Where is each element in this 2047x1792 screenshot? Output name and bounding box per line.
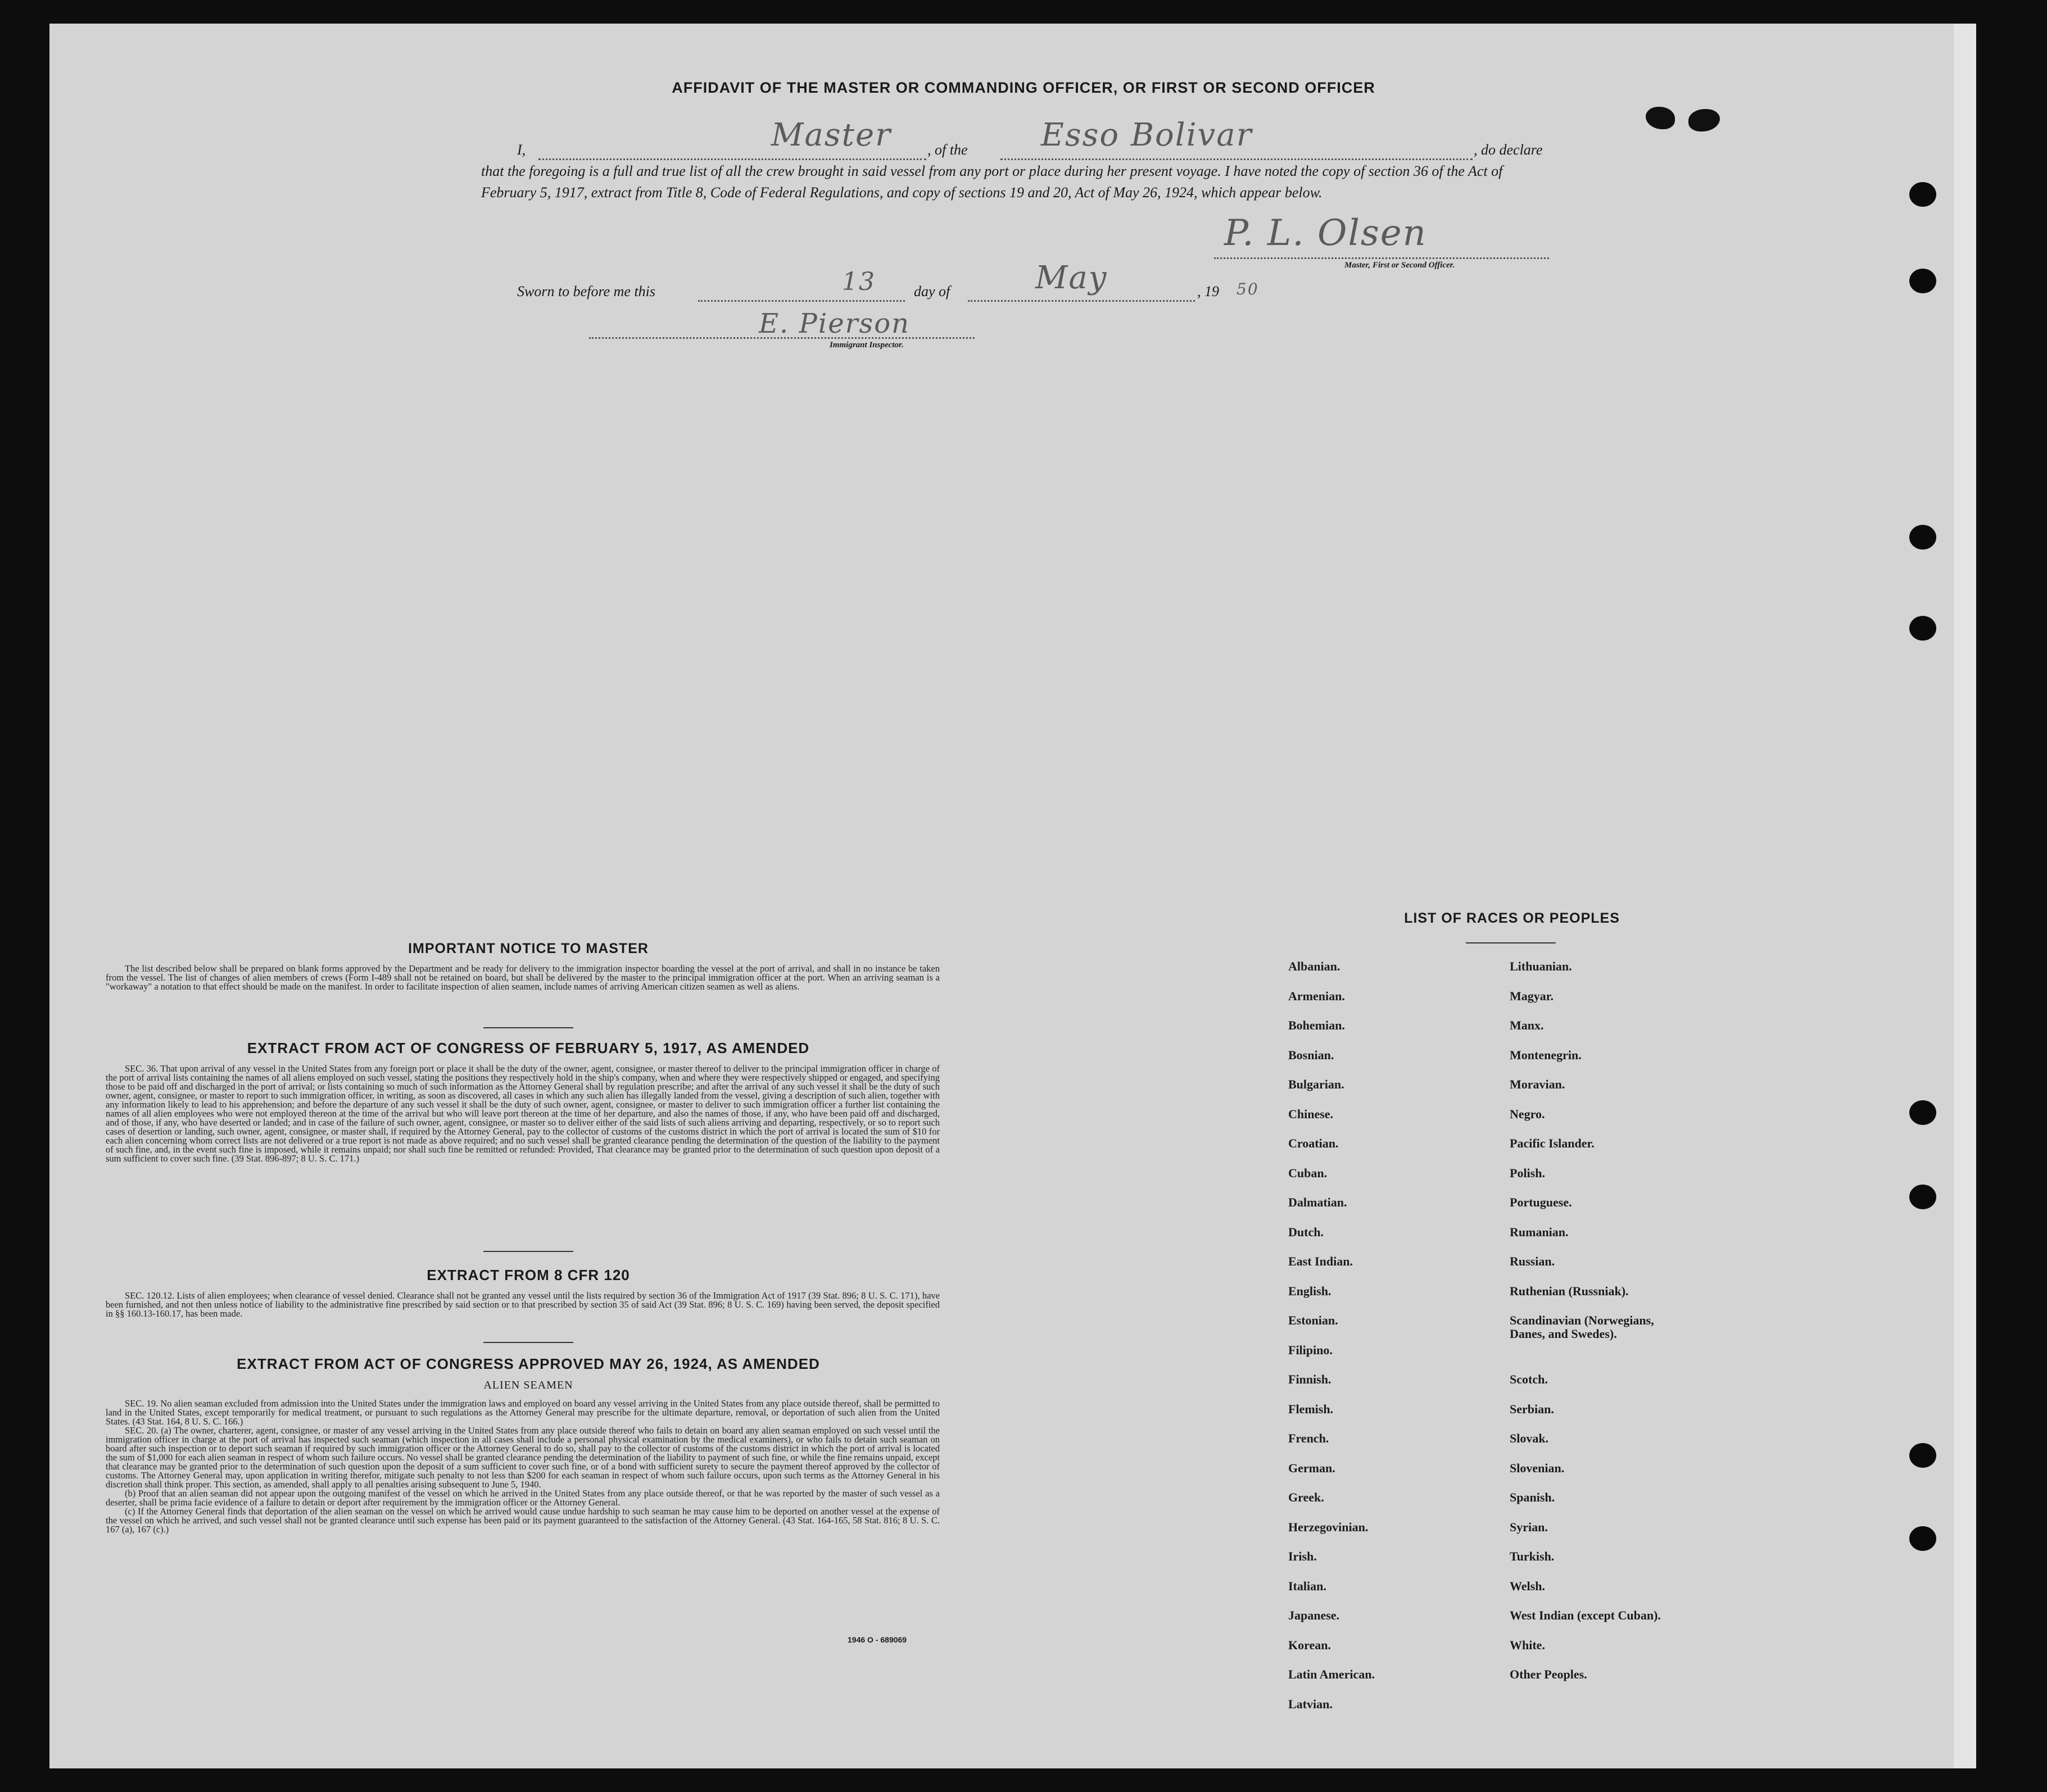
month-handwritten: May (1035, 260, 1108, 296)
race-item: Finnish. (1288, 1372, 1332, 1386)
inspector-caption: Immigrant Inspector. (830, 341, 904, 350)
vessel-line (1000, 157, 1473, 160)
inspector-handwritten: E. Pierson (759, 308, 910, 339)
race-item: Greek. (1288, 1490, 1324, 1504)
race-item: Moravian. (1510, 1077, 1565, 1091)
race-item: Lithuanian. (1510, 959, 1572, 973)
of-the-label: , of the (927, 142, 968, 158)
race-item: Turkish. (1510, 1549, 1555, 1563)
race-item: Italian. (1288, 1578, 1326, 1593)
race-item: Japanese. (1288, 1608, 1340, 1622)
race-item: Montenegrin. (1510, 1047, 1582, 1062)
punch-hole (1909, 1100, 1936, 1125)
divider (483, 1027, 573, 1028)
races-heading: LIST OF RACES OR PEOPLES (1404, 910, 1620, 926)
year-handwritten: 50 (1237, 280, 1259, 298)
declarant-label: I, (517, 142, 526, 158)
race-item: Cuban. (1288, 1165, 1328, 1180)
extract-1917-text (106, 1064, 940, 1163)
race-item: Armenian. (1288, 988, 1345, 1003)
signature-caption: Master, First or Second Officer. (1344, 261, 1455, 270)
signature-line (1214, 256, 1549, 259)
notice-text (106, 964, 940, 991)
race-item: Latin American. (1288, 1667, 1375, 1681)
punch-hole (1909, 1443, 1936, 1468)
race-item: English. (1288, 1283, 1332, 1298)
race-item: French. (1288, 1431, 1329, 1445)
notice-paragraph: The list described below shall be prepared on blank forms approved by the Department and be ready for delivery to the immigration inspector boarding the vessel at the port of arrival, and shall in no instance be taken from the vessel. The list of changes of alien members of crews (Form I-489 shall not be retained on board, but shall be delivered by the master to the principal immigration officer at the port. When an arriving seaman is a "workaway" a notation to that effect should be made on the manifest. In order to facilitate inspection of alien seamen, include names of arriving American citizen seamen as well as aliens. (106, 963, 940, 992)
extract-1917-heading: EXTRACT FROM ACT OF CONGRESS OF FEBRUARY 5, 1917, AS AMENDED (247, 1040, 810, 1056)
affidavit-title: AFFIDAVIT OF THE MASTER OR COMMANDING OFFICER, OR FIRST OR SECOND OFFICER (672, 79, 1375, 96)
punch-hole (1909, 269, 1936, 293)
race-item: East Indian. (1288, 1254, 1353, 1268)
day-handwritten: 13 (842, 267, 876, 296)
section-36: SEC. 36. That upon arrival of any vessel in the United States from any foreign port or place it shall be the duty of the owner, agent, consignee, or master thereof to deliver to the principal immigration officer in charge of the port of arrival lists containing the names of all aliens employed on such vessel, stating the positions they respectively hold in the ship's company, when and where they were respectively shipped or engaged, and specifying those to be paid off and discharged in the port of arrival; or lists containing so much of such information as the Attorney General shall by regulation prescribe; and after the arrival of any such vessel it shall be the duty of such owner, agent, consignee, or master to report to such immigration officer, in writing, as soon as discovered, all cases in which any such alien has illegally landed from the vessel, giving a description of such alien, together with any information likely to lead to his apprehension; and before the departure of any such vessel it shall be the duty of such owner, agent, consignee, or master to deliver to such immigration officer a further list containing the names of all alien employees who were not employed thereon at the time of the arrival but who will leave port thereon at the time of her departure, and also the names of those, if any, who have been paid off and discharged, and of those, if any, who have deserted or landed; and in case of the failure of such owner, agent, consignee, or master so to deliver either of the said lists of such aliens arriving and departing, respectively, or so to report such cases of desertion or landing, such owner, agent, consignee, or master shall, if required by the Attorney General, pay to the collector of customs of the customs district in which the port of arrival is located the sum of $10 for each alien concerning whom correct lists are not delivered or a true report is not made as above required; and no such vessel shall be granted clearance pending the determination of the question of the liability to the payment of such fine, and, in the event such fine is imposed, while it remains unpaid; nor shall such fine be remitted or refunded: Provided, That clearance may be granted prior to the determination of such question upon deposit of a sum sufficient to cover such fine. (39 Stat. 896-897; 8 U. S. C. 171.) (106, 1063, 940, 1164)
race-item: Ruthenian (Russniak). (1510, 1283, 1629, 1298)
race-item: Spanish. (1510, 1490, 1555, 1504)
race-item: Magyar. (1510, 988, 1554, 1003)
vessel-handwritten: Esso Bolivar (1041, 117, 1253, 153)
notice-heading: IMPORTANT NOTICE TO MASTER (408, 941, 649, 956)
section-20c: (c) If the Attorney General finds that deportation of the alien seaman on the vessel on which he arrived would cause undue hardship to such seaman he may cause him to be deported on another vessel at the expense of the vessel on which he arrived, and such vessel shall not be granted clearance until such expense has been paid or its payment guaranteed to the satisfaction of the Attorney General. (43 Stat. 164-165, 58 Stat. 816; 8 U. S. C. 167 (a), 167 (c).) (106, 1506, 940, 1535)
alien-seamen-subheading: ALIEN SEAMEN (483, 1379, 573, 1391)
punch-hole (1909, 616, 1936, 641)
month-line (968, 299, 1195, 302)
divider (483, 1251, 573, 1252)
punch-hole (1909, 182, 1936, 207)
race-item: Dutch. (1288, 1224, 1324, 1239)
race-item: Estonian. (1288, 1313, 1338, 1327)
signature-handwritten: P. L. Olsen (1224, 212, 1427, 254)
race-item: Other Peoples. (1510, 1667, 1587, 1681)
race-item: Dalmatian. (1288, 1195, 1347, 1209)
race-item: Russian. (1510, 1254, 1555, 1268)
sworn-label: Sworn to before me this (517, 283, 656, 300)
race-item: Bosnian. (1288, 1047, 1334, 1062)
do-declare-label: , do declare (1474, 142, 1543, 158)
extract-1924-text (106, 1399, 940, 1534)
race-item: Polish. (1510, 1165, 1545, 1180)
affidavit-body: that the foregoing is a full and true list of all the crew brought in said vessel from any port or place during her present voyage. I have noted the copy of section 36 of the Act of February 5, 1917, extract from Title 8, Code of Federal Regulations, and copy of sections 19 and 20, Act of May 26, 1924, which appear below. (481, 163, 1503, 201)
extract-8cfr-text (106, 1291, 940, 1318)
race-item: Slovak. (1510, 1431, 1549, 1445)
race-item: Pacific Islander. (1510, 1136, 1595, 1150)
race-item: German. (1288, 1460, 1335, 1475)
day-line (698, 299, 905, 302)
race-item: Korean. (1288, 1637, 1331, 1652)
section-19: SEC. 19. No alien seaman excluded from admission into the United States under the immigration laws and employed on board any vessel arriving in the United States from any place outside thereof, shall be permitted to land in the United States, except temporarily for medical treatment, or pursuant to such regulations as the Attorney General may prescribe for the ultimate departure, removal, or deportation of such alien from the United States. (43 Stat. 164, 8 U. S. C. 166.) (106, 1398, 940, 1427)
race-item: Portuguese. (1510, 1195, 1572, 1209)
race-item: Croatian. (1288, 1136, 1339, 1150)
race-item: Scandinavian (Norwegians, Danes, and Swedes). (1510, 1313, 1654, 1341)
section-120-12: SEC. 120.12. Lists of alien employees; when clearance of vessel denied. Clearance shall not be granted any vessel until the lists required by section 36 of the Immigration Act of 1917 (39 Stat. 896; 8 U. S. C. 171), have been furnished, and not then unless notice of liability to the administrative fine prescribed by said section or to that prescribed by section 35 of said Act (39 Stat. 896; 8 U. S. C. 169) having been served, the deposit specified in §§ 160.13-160.17, has been made. (106, 1290, 940, 1319)
punch-hole (1909, 1526, 1936, 1551)
race-item: Welsh. (1510, 1578, 1545, 1593)
race-item: Manx. (1510, 1018, 1544, 1032)
officer-handwritten: Master (771, 117, 891, 153)
race-item: Negro. (1510, 1106, 1545, 1121)
punch-hole (1909, 1185, 1936, 1209)
race-item: West Indian (except Cuban). (1510, 1608, 1661, 1622)
race-item: Rumanian. (1510, 1224, 1569, 1239)
officer-line (538, 157, 926, 160)
section-20a: SEC. 20. (a) The owner, charterer, agent, consignee, or master of any vessel arriving in the United States from any place outside thereof who fails to detain on board any alien seaman employed on such vessel until the immigration officer in charge at the port of arrival has inspected such seaman (which inspection in all cases shall include a personal physical examination by the medical examiners), or who fails to detain such seaman on board after such inspection or to deport such seaman if required by such immigration officer or the Attorney General to do so, shall pay to the collector of customs of the customs district in which the port of arrival is located the sum of $1,000 for each alien seaman in respect of whom such failure occurs. No vessel shall be granted clearance pending the determination of the liability to payment of such fine, or while the fine remains unpaid, except that clearance may be granted prior to the determination of such question upon the deposit of a sum sufficient to cover such fine, or of a bond with sufficient surety to secure the payment thereof approved by the collector of customs. The Attorney General may, upon application in writing therefor, mitigate such penalty to not less than $200 for each seaman in respect of whom such failure occurs, upon such terms as the Attorney General in his discretion shall think proper. This section, as amended, shall apply to all penalties arising subsequent to June 5, 1940. (106, 1425, 940, 1490)
race-item: Bohemian. (1288, 1018, 1345, 1032)
year-prefix: , 19 (1197, 283, 1219, 300)
race-item: Scotch. (1510, 1372, 1548, 1386)
race-item: Slovenian. (1510, 1460, 1565, 1475)
section-20b: (b) Proof that an alien seaman did not appear upon the outgoing manifest of the vessel on which he arrived in the United States from any place outside thereof, or that he was reported by the master of such vessel as a deserter, shall be prima facie evidence of a failure to detain or deport after requirement by the immigration officer or the Attorney General. (106, 1488, 940, 1508)
extract-8cfr-heading: EXTRACT FROM 8 CFR 120 (427, 1267, 630, 1283)
punch-hole (1909, 525, 1936, 550)
race-item: Flemish. (1288, 1401, 1334, 1416)
extract-1924-heading: EXTRACT FROM ACT OF CONGRESS APPROVED MAY 26, 1924, AS AMENDED (237, 1355, 820, 1372)
race-item: Syrian. (1510, 1519, 1548, 1534)
print-code: 1946 O - 689069 (848, 1635, 907, 1644)
race-item: Chinese. (1288, 1106, 1334, 1121)
race-item: Bulgarian. (1288, 1077, 1344, 1091)
race-item: Serbian. (1510, 1401, 1554, 1416)
race-item: Herzegovinian. (1288, 1519, 1369, 1534)
divider (1466, 942, 1556, 943)
race-item: Filipino. (1288, 1342, 1333, 1357)
day-of-label: day of (914, 283, 950, 300)
race-item: Albanian. (1288, 959, 1340, 973)
divider (483, 1342, 573, 1343)
race-item: Irish. (1288, 1549, 1317, 1563)
race-item: Latvian. (1288, 1696, 1333, 1711)
race-item: White. (1510, 1637, 1545, 1652)
